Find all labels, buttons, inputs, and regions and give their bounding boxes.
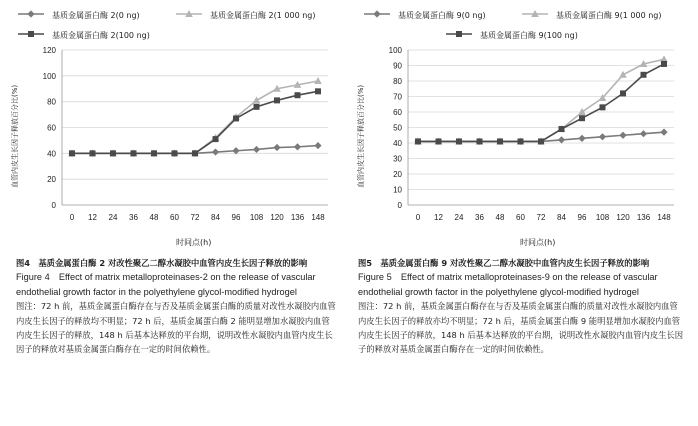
y-tick-label: 80 — [47, 97, 56, 107]
y-axis-label: 血管内皮生长因子释放百分比(%) — [11, 84, 19, 188]
caption-title-en: Figure 5 Effect of matrix metalloproteinases-9 on the release of vascular endothelial growth factor in the polyethylene glycol-modified hydrogel — [358, 272, 658, 297]
x-tick-label: 72 — [190, 213, 200, 222]
y-tick-label: 40 — [47, 149, 56, 159]
series-line — [418, 64, 664, 142]
data-point — [274, 97, 280, 103]
data-point — [273, 144, 280, 151]
legend-item: 基质金属蛋白酶 9(0 ng) — [398, 11, 486, 20]
x-tick-label: 136 — [290, 213, 305, 222]
series-line — [72, 91, 318, 153]
y-tick-label: 40 — [393, 139, 402, 148]
data-point — [295, 92, 301, 98]
x-tick-label: 0 — [69, 213, 75, 222]
data-point — [172, 150, 178, 156]
x-tick-label: 60 — [516, 213, 525, 222]
series-line — [72, 81, 318, 153]
caption-note: 图注：72 h 前，基质金属蛋白酶存在与否及基质金属蛋白酶的质量对改性水凝胶内血管内皮生长因子的释放亦均不明显；72 h 后，基质金属蛋白酶 9 能明显增加水凝胶内血管内皮生长因子的释放，148 h 后基本达释放的平台期，说明改性水凝胶内血管内皮生长因子的释放对基质金属蛋白酶存在一定的时间依赖性。 — [358, 301, 684, 355]
data-point — [620, 90, 626, 96]
data-point — [661, 61, 667, 67]
chart-panel-mmp2 — [4, 0, 344, 250]
legend-swatch-marker — [373, 10, 380, 17]
x-tick-label: 12 — [88, 213, 97, 222]
x-tick-label: 120 — [616, 213, 630, 222]
data-point — [233, 115, 239, 121]
legend-swatch-marker — [456, 31, 462, 37]
data-point — [578, 108, 586, 115]
x-tick-label: 24 — [454, 213, 464, 222]
caption-note: 图注：72 h 前，基质金属蛋白酶存在与否及基质金属蛋白酶的质量对改性水凝胶内血管内皮生长因子的释放均不明显；72 h 后，基质金属蛋白酶 2 能明显增加水凝胶内血管内皮生长因子的释放，148 h 后基本达释放的平台期，说明改性水凝胶内血管内皮生长因子的释放对基质金属蛋白酶存在一定的时间依赖性。 — [16, 301, 336, 355]
y-tick-label: 90 — [393, 61, 402, 71]
data-point — [253, 96, 261, 103]
y-tick-label: 70 — [393, 92, 402, 102]
data-point — [579, 115, 585, 121]
x-axis-label: 时间点(h) — [176, 238, 212, 247]
data-point — [253, 146, 260, 153]
y-tick-label: 60 — [47, 123, 56, 133]
x-tick-label: 136 — [636, 213, 651, 222]
data-point — [294, 143, 301, 150]
data-point — [314, 77, 322, 84]
data-point — [315, 88, 321, 94]
legend-item: 基质金属蛋白酶 2(1 000 ng) — [210, 11, 316, 20]
data-point — [90, 150, 96, 156]
y-tick-label: 50 — [393, 123, 402, 133]
caption-title-cn: 图5 基质金属蛋白酶 9 对改性聚乙二醇水凝胶中血管内皮生长因子释放的影响 — [358, 258, 650, 268]
x-tick-label: 108 — [595, 213, 610, 222]
x-tick-label: 84 — [557, 213, 566, 222]
data-point — [212, 148, 219, 155]
x-tick-label: 12 — [434, 213, 443, 222]
figure-caption-5 — [358, 256, 686, 357]
y-tick-label: 120 — [42, 46, 56, 55]
x-tick-label: 148 — [657, 213, 671, 222]
data-point — [69, 150, 75, 156]
legend-item: 基质金属蛋白酶 9(100 ng) — [480, 31, 578, 40]
y-tick-label: 0 — [51, 201, 56, 210]
legend-swatch-marker — [28, 31, 34, 37]
x-tick-label: 72 — [536, 213, 546, 222]
x-axis-label: 时间点(h) — [520, 238, 556, 247]
y-tick-label: 100 — [42, 71, 56, 81]
data-point — [151, 150, 157, 156]
data-point — [192, 150, 198, 156]
y-tick-label: 20 — [47, 175, 56, 185]
y-tick-label: 80 — [393, 77, 402, 86]
chart-panel-mmp9 — [350, 0, 690, 250]
x-tick-label: 24 — [108, 213, 118, 222]
data-point — [619, 132, 626, 139]
x-tick-label: 60 — [170, 213, 179, 222]
x-tick-label: 48 — [495, 213, 505, 222]
y-axis-label: 血管内皮生长因子释放百分比(%) — [357, 84, 365, 188]
data-point — [558, 136, 565, 143]
caption-title-cn: 图4 基质金属蛋白酶 2 对改性聚乙二醇水凝胶中血管内皮生长因子释放的影响 — [16, 258, 308, 268]
x-tick-label: 84 — [211, 213, 220, 222]
legend-item: 基质金属蛋白酶 2(0 ng) — [52, 11, 140, 20]
data-point — [254, 104, 260, 110]
y-tick-label: 100 — [388, 46, 402, 55]
series-line — [418, 59, 664, 141]
data-point — [110, 150, 116, 156]
data-point — [213, 136, 219, 142]
x-tick-label: 108 — [249, 213, 264, 222]
caption-title-en: Figure 4 Effect of matrix metalloproteinases-2 on the release of vascular endothelial growth factor in the polyethylene glycol-modified hydrogel — [16, 272, 316, 297]
data-point — [456, 138, 462, 144]
x-tick-label: 0 — [415, 213, 421, 222]
data-point — [497, 138, 503, 144]
data-point — [619, 71, 627, 78]
x-tick-label: 96 — [231, 213, 241, 222]
legend-swatch-marker — [27, 10, 34, 17]
data-point — [578, 135, 585, 142]
x-tick-label: 96 — [577, 213, 587, 222]
data-point — [660, 129, 667, 136]
data-point — [559, 126, 565, 132]
data-point — [415, 138, 421, 144]
figure-caption-4 — [16, 256, 336, 357]
data-point — [131, 150, 137, 156]
data-point — [314, 142, 321, 149]
data-point — [477, 138, 483, 144]
legend-item: 基质金属蛋白酶 2(100 ng) — [52, 31, 150, 40]
x-tick-label: 36 — [129, 213, 138, 222]
x-tick-label: 36 — [475, 213, 484, 222]
x-tick-label: 148 — [311, 213, 325, 222]
data-point — [640, 130, 647, 137]
legend-item: 基质金属蛋白酶 9(1 000 ng) — [556, 11, 662, 20]
x-tick-label: 48 — [149, 213, 159, 222]
y-tick-label: 60 — [393, 108, 402, 117]
y-tick-label: 30 — [393, 154, 402, 164]
data-point — [518, 138, 524, 144]
y-tick-label: 0 — [397, 201, 402, 210]
data-point — [600, 104, 606, 110]
data-point — [599, 133, 606, 140]
y-tick-label: 20 — [393, 170, 402, 179]
x-tick-label: 120 — [270, 213, 284, 222]
data-point — [436, 138, 442, 144]
data-point — [538, 138, 544, 144]
y-tick-label: 10 — [393, 185, 402, 195]
data-point — [641, 72, 647, 78]
